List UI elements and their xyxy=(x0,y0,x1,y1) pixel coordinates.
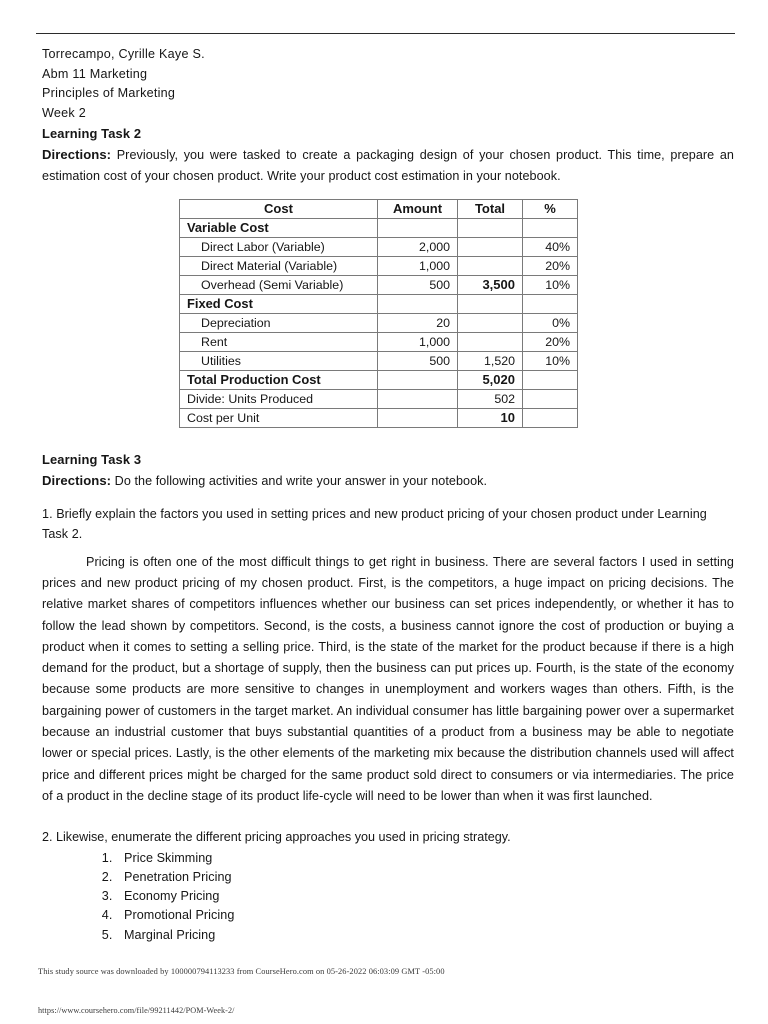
cell-percent xyxy=(523,218,578,237)
cell-total: 502 xyxy=(458,389,523,408)
document-content xyxy=(42,45,734,945)
cell-amount xyxy=(378,218,458,237)
cell-percent xyxy=(523,294,578,313)
column-header-percent: % xyxy=(523,199,578,218)
cell-cost-label: Rent xyxy=(180,332,378,351)
task-3-directions xyxy=(42,471,734,492)
cell-percent: 0% xyxy=(523,313,578,332)
cell-total xyxy=(458,332,523,351)
cell-cost-label: Direct Material (Variable) xyxy=(180,256,378,275)
cell-total: 3,500 xyxy=(458,275,523,294)
answer-1-paragraph: Pricing is often one of the most difficult things to get right in business. There are several factors I used in setting prices and new product pricing of my chosen product. First, is the competitors, a huge impact on pricing decisions. The relative market shares of competitors influences whether our business can set prices independently, or whether it has to follow the lead shown by competitors. Second, is the costs, a business cannot ignore the cost of production or buying a product when it comes to setting a selling price. Third, is the state of the market for the product because if there is a high demand for the product, but a shortage of supply, then the business can put prices up. Fourth, is the state of the economy because some products are more sensitive to changes in unemployment and workers wages than others. Fifth, is the bargaining power of customers in the target market. An individual consumer has little bargaining power over a supermarket because an industrial customer that buys substantial quantities of a product from a business may be able to negotiate lower or special prices. Lastly, is the other elements of the marketing mix because the distribution channels used will affect price and different prices might be charged for the same product sold direct to consumers or via intermediaries. The price of a product in the decline stage of its product life-cycle will need to be lower than when it was first launched. xyxy=(42,554,734,803)
table-row xyxy=(180,218,578,237)
table-header-row xyxy=(180,199,578,218)
learning-task-2-title: Learning Task 2 xyxy=(42,126,142,141)
week-label: Week 2 xyxy=(42,105,86,120)
cell-amount: 1,000 xyxy=(378,332,458,351)
column-header-cost: Cost xyxy=(180,199,378,218)
cell-cost-label: Depreciation xyxy=(180,313,378,332)
cell-percent xyxy=(523,389,578,408)
cell-total: 1,520 xyxy=(458,351,523,370)
cell-percent xyxy=(523,408,578,427)
cell-total xyxy=(458,218,523,237)
cell-amount: 500 xyxy=(378,351,458,370)
task-3-directions-label: Directions: xyxy=(42,472,112,488)
cell-percent: 10% xyxy=(523,351,578,370)
list-item: 2. Penetration Pricing xyxy=(116,868,734,887)
cell-cost-label: Variable Cost xyxy=(180,218,378,237)
question-1: 1. Briefly explain the factors you used in setting prices and new product pricing of your chosen product under Learning Task 2. xyxy=(42,506,707,542)
cell-total: 10 xyxy=(458,408,523,427)
cell-amount: 20 xyxy=(378,313,458,332)
cell-cost-label: Direct Labor (Variable) xyxy=(180,237,378,256)
cell-percent: 20% xyxy=(523,256,578,275)
table-row xyxy=(180,332,578,351)
cell-amount: 1,000 xyxy=(378,256,458,275)
column-header-total: Total xyxy=(458,199,523,218)
list-item: 3. Economy Pricing xyxy=(116,887,734,906)
cell-total xyxy=(458,256,523,275)
task-2-directions-label: Directions: xyxy=(42,147,112,162)
table-row xyxy=(180,313,578,332)
cell-cost-label: Overhead (Semi Variable) xyxy=(180,275,378,294)
table-row xyxy=(180,256,578,275)
list-item: 5. Marginal Pricing xyxy=(116,926,734,945)
cell-percent: 40% xyxy=(523,237,578,256)
list-item: 1. Price Skimming xyxy=(116,849,734,868)
cell-cost-label: Fixed Cost xyxy=(180,294,378,313)
cell-total xyxy=(458,294,523,313)
task-2-directions xyxy=(42,145,734,186)
cell-percent: 20% xyxy=(523,332,578,351)
source-url: https://www.coursehero.com/file/99211442/POM-Week-2/ xyxy=(38,1006,235,1015)
pricing-approaches-list xyxy=(42,849,734,945)
cell-percent: 10% xyxy=(523,275,578,294)
cell-amount xyxy=(378,408,458,427)
page-top-rule xyxy=(36,33,735,34)
question-2: 2. Likewise, enumerate the different pricing approaches you used in pricing strategy. xyxy=(42,830,511,845)
learning-task-3-block xyxy=(42,450,734,945)
table-row xyxy=(180,294,578,313)
cell-amount: 500 xyxy=(378,275,458,294)
cell-total xyxy=(458,237,523,256)
learning-task-3-title: Learning Task 3 xyxy=(42,451,142,467)
subject-name: Principles of Marketing xyxy=(42,86,176,100)
cost-table-container xyxy=(42,199,734,428)
cell-total: 5,020 xyxy=(458,370,523,389)
table-row xyxy=(180,237,578,256)
cell-amount xyxy=(378,294,458,313)
table-row xyxy=(180,275,578,294)
cell-total xyxy=(458,313,523,332)
table-row xyxy=(180,408,578,427)
list-item: 4. Promotional Pricing xyxy=(116,906,734,925)
cell-cost-label: Total Production Cost xyxy=(180,370,378,389)
student-section: Abm 11 Marketing xyxy=(42,66,148,81)
cell-cost-label: Divide: Units Produced xyxy=(180,389,378,408)
cell-amount xyxy=(378,370,458,389)
cost-estimation-table xyxy=(179,199,578,428)
task-2-directions-text: Previously, you were tasked to create a packaging design of your chosen product. This time, prepare an estimation cost of your chosen product. Write your product cost estimation in your notebook. xyxy=(42,148,734,183)
column-header-amount: Amount xyxy=(378,199,458,218)
table-row xyxy=(180,351,578,370)
cell-cost-label: Utilities xyxy=(180,351,378,370)
cell-percent xyxy=(523,370,578,389)
student-name: Torrecampo, Cyrille Kaye S. xyxy=(42,47,205,61)
cell-amount: 2,000 xyxy=(378,237,458,256)
cost-table-body xyxy=(180,218,578,427)
task-3-directions-text: Do the following activities and write your answer in your notebook. xyxy=(111,473,488,488)
table-row xyxy=(180,389,578,408)
table-row xyxy=(180,370,578,389)
cell-cost-label: Cost per Unit xyxy=(180,408,378,427)
page-footer xyxy=(38,966,738,1017)
download-note: This study source was downloaded by 100000794113233 from CourseHero.com on 05-26-2022 06:03:09 GMT -05:00 xyxy=(38,967,445,976)
cell-amount xyxy=(378,389,458,408)
